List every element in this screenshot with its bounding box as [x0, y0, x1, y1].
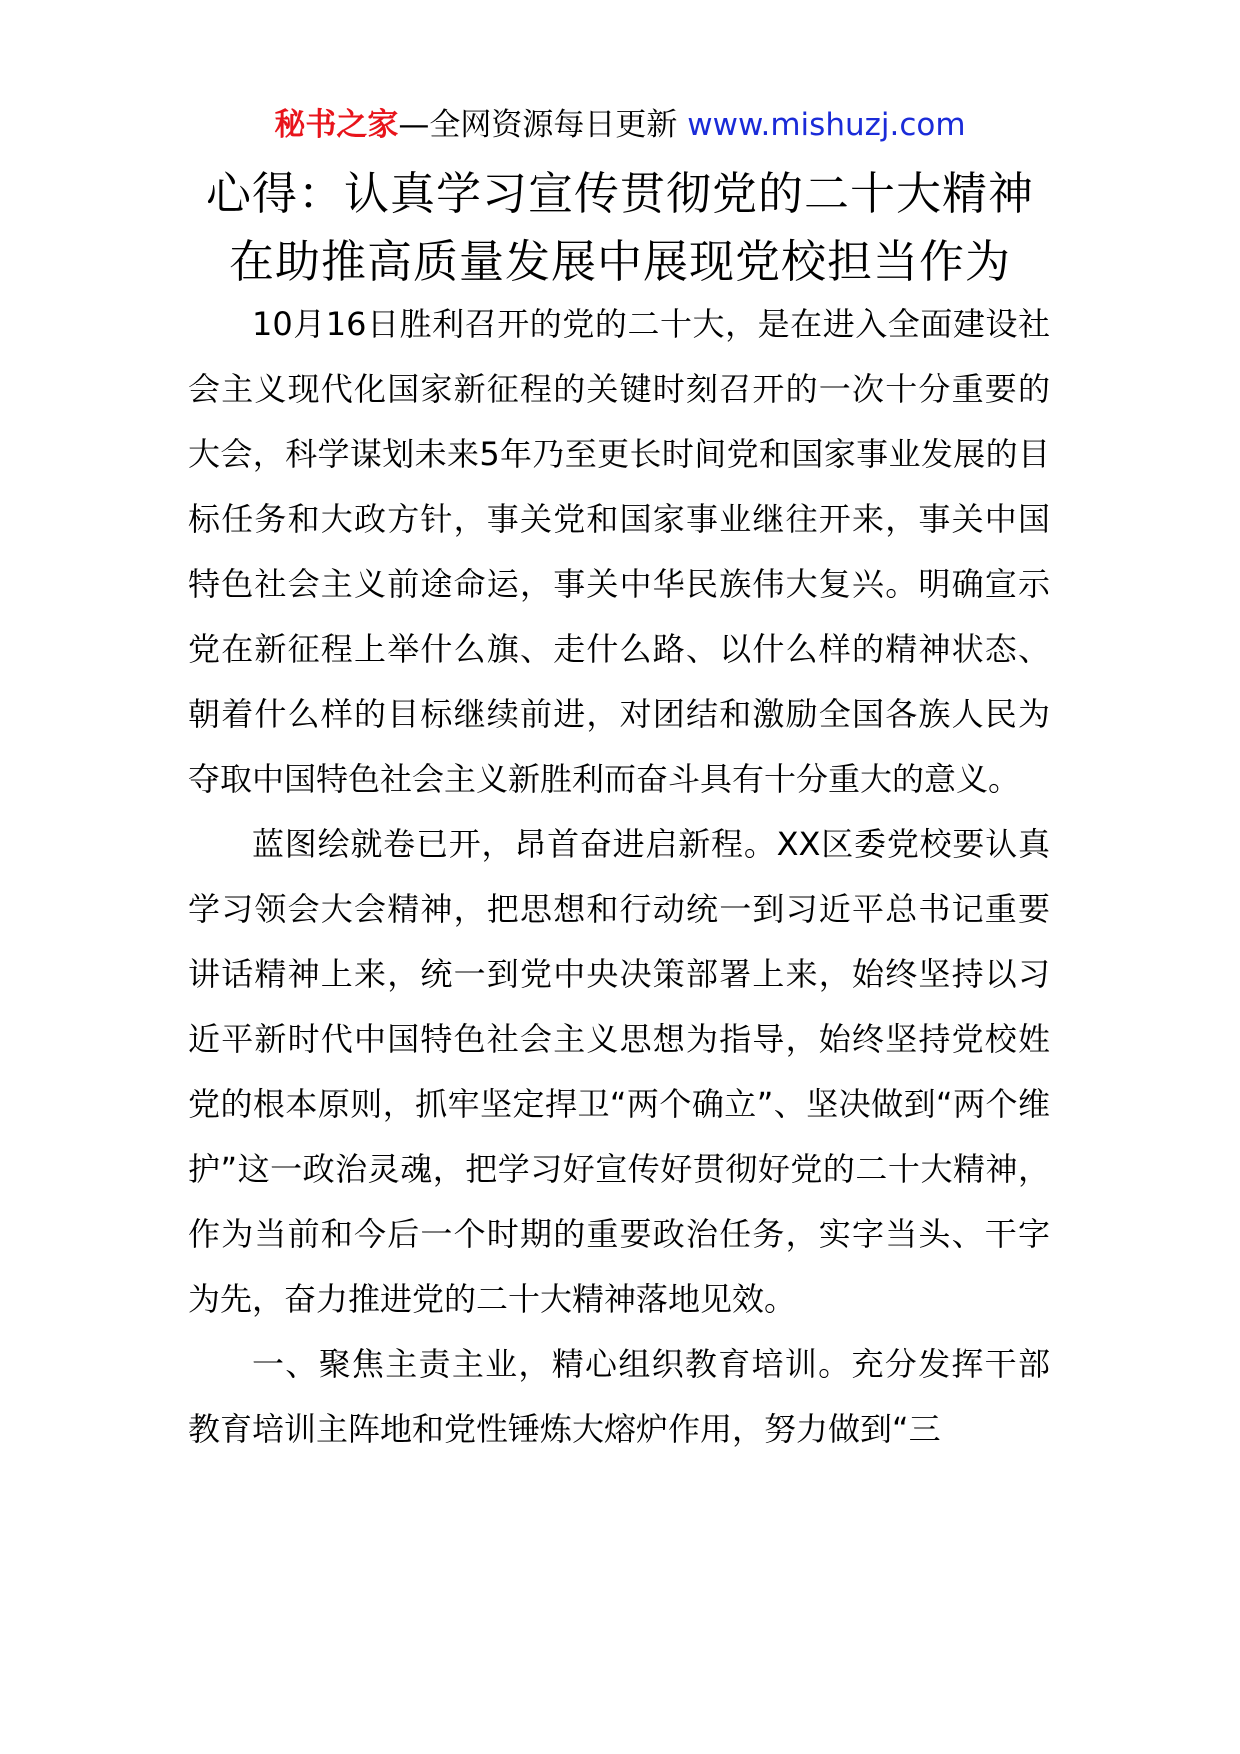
paragraph-3: 一、聚焦主责主业，精心组织教育培训。充分发挥干部教育培训主阵地和党性锤炼大熔炉作用，努力做到“三 — [188, 1345, 1050, 1448]
document-title — [0, 160, 1240, 296]
paragraph-1: 10月16日胜利召开的党的二十大，是在进入全面建设社会主义现代化国家新征程的关键时刻召开的一次十分重要的大会，科学谋划未来5年乃至更长时间党和国家事业发展的目标任务和大政方针，事关党和国家事业继往开来，事关中国特色社会主义前途命运，事关中华民族伟大复兴。明确宣示党在新征程上举什么旗、走什么路、以什么样的精神状态、朝着什么样的目标继续前进，对团结和激励全国各族人民为夺取中国特色社会主义新胜利而奋斗具有十分重大的意义。 — [188, 305, 1050, 798]
title-line-1: 心得：认真学习宣传贯彻党的二十大精神 — [205, 167, 1034, 220]
site-url-link[interactable]: www.mishuzj.com — [687, 107, 966, 143]
document-body — [188, 292, 1050, 1462]
title-line-2: 在助推高质量发展中展现党校担当作为 — [228, 235, 1011, 288]
paragraph-2: 蓝图绘就卷已开，昂首奋进启新程。XX区委党校要认真学习领会大会精神，把思想和行动统一到习近平总书记重要讲话精神上来，统一到党中央决策部署上来，始终坚持以习近平新时代中国特色社会主义思想为指导，始终坚持党校姓党的根本原则，抓牢坚定捍卫“两个确立”、坚决做到“两个维护”这一政治灵魂，把学习好宣传好贯彻好党的二十大精神，作为当前和今后一个时期的重要政治任务，实字当头、干字为先，奋力推进党的二十大精神落地见效。 — [188, 825, 1050, 1318]
site-tagline: —全网资源每日更新 — [398, 107, 688, 143]
site-header — [0, 98, 1240, 152]
site-brand: 秘书之家 — [274, 107, 399, 143]
